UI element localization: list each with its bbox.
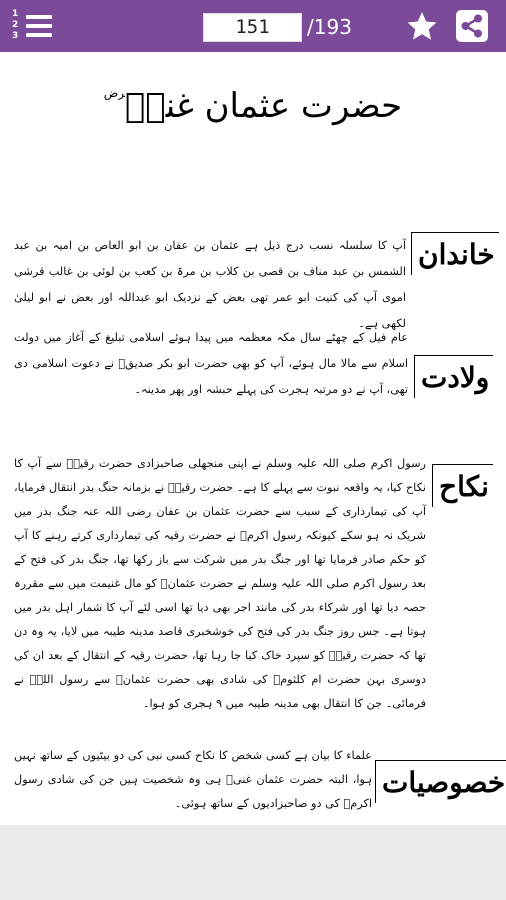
bookmark-button[interactable] <box>405 10 439 43</box>
section-heading-characteristics: خصوصیات <box>375 760 506 803</box>
section-heading-birth: ولادت <box>414 355 493 398</box>
section-text-marriage: رسول اکرم صلی اللہ علیہ وسلم نے اپنی منجھلی صاحبزادی حضرت رقیہؓ سے آپ کا نکاح کیا، یہ واقعہ نبوت سے پہلے کا ہے۔ حضرت رقیہؓ نے بزمانہ جنگ بدر انتقال فرمایا، آپ کی تیمارداری کے سبب سے حضرت عثمان بن عفان رضی اللہ عنہ جنگ بدر میں شریک نہ ہو سکے کیونکہ رسول اکرمؐ نے حضرت رقیہ کی تیمارداری کرتے رہنے کا آپ کو حکم صادر فرمایا تھا اور جنگ بدر میں شرکت سے باز رکھا تھا، جنگ بدر کی فتح کے بعد رسول اکرم صلی اللہ علیہ وسلم نے حضرت عثمانؓ کو مال غنیمت میں سے مقررہ حصہ دیا تھا اور شرکاء بدر کی مانند اجر بھی دیا تھا اسی لئے آپ کا شمار اہل بدر میں ہوتا ہے۔ جس روز جنگ بدر کی فتح کی خوشخبری قاصد مدینہ طیبہ میں لایا، یہ وہ دن تھا کہ حضرت رقیہؓ کو سپرد خاک کیا جا رہا تھا، حضرت رقیہ کے انتقال کے بعد ان کی دوسری بہن حضرت ام کلثومؓ کی شادی بھی حضرت عثمانؓ سے رسول اللہؐ نے فرمائی۔ جن کا انتقال بھی مدینہ طیبہ میں ۹ ہجری کو ہوا۔ <box>14 457 426 710</box>
share-button[interactable] <box>456 10 488 42</box>
book-page <box>0 52 506 825</box>
list-lines-icon <box>26 15 52 42</box>
page-total-label: /193 <box>307 15 352 39</box>
section-text-lineage: آپ کا سلسلہ نسب درج ذیل ہے عثمان بن عفان بن ابو العاص بن امیہ بن عبد الشمس بن عبد مناف بن قصی بن کلاب بن مرۃ بن کعب بن لوئی بن غالب قرشی اموی آپ کی کنیت ابو عمر تھی بعض کے نزدیک ابو عبداللہ اور بعض نے ابو لیلیٰ لکھی ہے۔ <box>14 239 406 330</box>
section-text-birth: عام فیل کے چھٹے سال مکہ معظمہ میں پیدا ہوئے اسلامی تبلیغ کے آغاز میں دولت اسلام سے مالا مال ہوئے، آپ کو بھی حضرت ابو بکر صدیقؓ نے دعوت اسلامی دی تھی، آپ نے دو مرتبہ ہجرت کی پہلے حبشہ اور پھر مدینہ۔ <box>14 331 408 396</box>
section-text-characteristics: علماء کا بیان ہے کسی شخص کا نکاح کسی نبی کی دو بیٹیوں کے ساتھ نہیں ہوا، البتہ حضرت عثمان غنیؓ ہی وہ شخصیت ہیں جن کی شادی رسول اکرمؐ کی دو صاحبزادیوں کے ساتھ ہوئی۔ <box>14 749 372 810</box>
section-heading-lineage: خاندان <box>411 232 499 275</box>
top-toolbar <box>0 0 506 52</box>
section-heading-marriage: نکاح <box>432 464 493 507</box>
numbered-list-icon: 1 2 3 <box>12 9 19 41</box>
star-icon <box>405 10 439 43</box>
chapter-list-button[interactable] <box>12 10 54 42</box>
page-title: حضرت عثمان غنیؓ$^{رض}$ <box>103 86 403 126</box>
share-icon <box>456 10 488 42</box>
page-number-input[interactable]: 151 <box>203 13 302 42</box>
